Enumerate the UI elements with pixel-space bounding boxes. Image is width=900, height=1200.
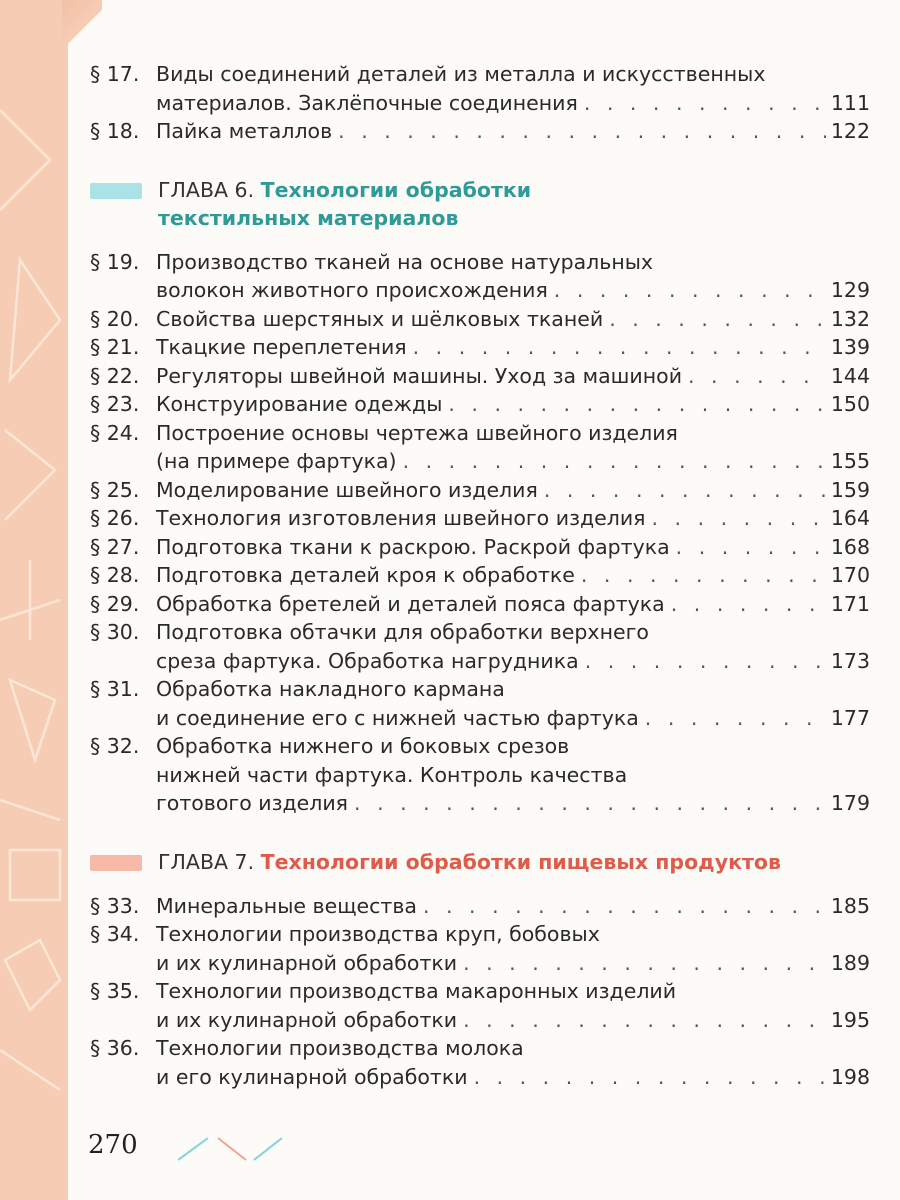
section-number: § 19. <box>90 249 140 274</box>
section-title-line <box>156 675 870 704</box>
section-title-line <box>156 419 870 448</box>
section-title <box>156 920 870 977</box>
section-title-line <box>156 618 870 647</box>
section-title-text: Обработка нижнего и боковых срезов <box>156 734 570 758</box>
section-number: § 21. <box>90 335 140 359</box>
toc-entry[interactable] <box>90 920 870 977</box>
section-title-line <box>156 333 870 362</box>
page-ref: 139 <box>830 335 870 359</box>
chapter-7-color-bar <box>90 855 142 871</box>
section-title <box>156 675 870 732</box>
section-number: § 27. <box>90 534 140 559</box>
section-number: § 25. <box>90 477 140 502</box>
section-title-text: и соединение его с нижней частью фартука <box>156 705 639 730</box>
section-number: § 28. <box>90 563 140 587</box>
section-title-line <box>156 892 870 921</box>
section-title <box>156 561 870 590</box>
section-title-line <box>156 590 870 619</box>
section-title-line <box>156 533 870 562</box>
page-ref: 179 <box>830 791 870 815</box>
section-title-line <box>156 1063 870 1092</box>
toc-entry[interactable] <box>90 333 870 362</box>
page-ref: 185 <box>830 893 870 918</box>
section-title <box>156 419 870 476</box>
page-ref: 132 <box>830 306 870 331</box>
section-title-line <box>156 704 870 733</box>
page-number: 270 <box>88 1130 138 1160</box>
section-number: § 30. <box>90 620 140 644</box>
section-title-text: готового изделия <box>156 791 349 815</box>
section-title-text: и их кулинарной обработки <box>156 1007 458 1032</box>
section-title <box>156 1034 870 1091</box>
section-number: § 35. <box>90 979 140 1003</box>
dot-leader <box>670 533 826 562</box>
section-title-text: Обработка бретелей и деталей пояса фартука <box>156 591 665 616</box>
section-title-text: Подготовка деталей кроя к обработке <box>156 563 575 587</box>
dot-leader <box>468 1063 826 1092</box>
dot-leader <box>646 504 826 533</box>
section-title <box>156 117 870 146</box>
page-ref: 189 <box>830 950 870 975</box>
section-title-line <box>156 476 870 505</box>
section-title-text: Подготовка ткани к раскрою. Раскрой фартука <box>156 534 670 559</box>
section-number: § 26. <box>90 506 140 530</box>
entries-chapter6 <box>90 248 870 818</box>
section-title <box>156 476 870 505</box>
dot-leader <box>603 305 826 334</box>
section-title-text: и их кулинарной обработки <box>156 950 458 975</box>
section-title <box>156 362 870 391</box>
section-number: § 18. <box>90 119 140 143</box>
page-ref: 171 <box>830 591 870 616</box>
toc-entry[interactable] <box>90 390 870 419</box>
dot-leader <box>442 390 826 419</box>
dot-leader <box>397 447 826 476</box>
section-title-line <box>156 920 870 949</box>
section-title-text: Ткацкие переплетения <box>156 335 407 359</box>
section-title-text: (на примере фартука) <box>156 449 397 473</box>
section-title-line <box>156 977 870 1006</box>
section-title-line <box>156 732 870 761</box>
section-title-line <box>156 1006 870 1035</box>
section-title-text: Технологии производства молока <box>156 1036 524 1060</box>
section-title-text: Виды соединений деталей из металла и искусственных <box>156 62 766 86</box>
section-title-line <box>156 248 870 277</box>
toc-entry[interactable] <box>90 618 870 675</box>
section-title <box>156 390 870 419</box>
section-title-line <box>156 949 870 978</box>
section-number: § 17. <box>90 62 140 86</box>
chapter-7-heading <box>90 848 870 876</box>
section-title-line <box>156 447 870 476</box>
toc-entry[interactable] <box>90 561 870 590</box>
section-title-text: Технология изготовления швейного изделия <box>156 506 646 530</box>
section-title-text: Пайка металлов <box>156 119 333 143</box>
dot-leader <box>407 333 826 362</box>
section-title-line <box>156 647 870 676</box>
chapter-7-label: ГЛАВА 7. <box>158 849 255 874</box>
section-number: § 22. <box>90 363 140 388</box>
section-title-text: материалов. Заклёпочные соединения <box>156 90 578 115</box>
page-ref: 122 <box>830 119 870 143</box>
section-number: § 31. <box>90 677 140 701</box>
section-title-line <box>156 362 870 391</box>
section-title-text: нижней части фартука. Контроль качества <box>156 762 628 787</box>
section-number: § 20. <box>90 306 140 331</box>
toc-entry[interactable] <box>90 476 870 505</box>
section-title-text: Технологии производства макаронных изделий <box>156 979 677 1003</box>
chapter-7-title: Технологии обработки пищевых продуктов <box>260 849 781 874</box>
section-title <box>156 305 870 334</box>
page-ref: 111 <box>830 90 870 115</box>
section-title <box>156 618 870 675</box>
page-ref: 170 <box>830 563 870 587</box>
geometric-pattern-icon <box>0 0 68 1200</box>
section-title-text: Обработка накладного кармана <box>156 677 505 701</box>
page-ref: 168 <box>830 534 870 559</box>
toc-entry[interactable] <box>90 590 870 619</box>
page-ref: 155 <box>830 449 870 473</box>
page-ref: 144 <box>830 363 870 388</box>
chapter-6-title-line2: текстильных материалов <box>158 205 459 230</box>
section-title-text: Минеральные вещества <box>156 893 417 918</box>
dot-leader <box>457 949 826 978</box>
entries-chapter7 <box>90 892 870 1092</box>
dot-leader <box>538 476 826 505</box>
toc-entry[interactable] <box>90 1034 870 1091</box>
page-ref: 195 <box>830 1007 870 1032</box>
page-ref: 159 <box>830 477 870 502</box>
toc-entry[interactable] <box>90 362 870 391</box>
section-title-text: Производство тканей на основе натуральных <box>156 249 654 274</box>
section-number: § 24. <box>90 420 140 445</box>
section-number: § 23. <box>90 392 140 416</box>
dot-leader <box>578 89 826 118</box>
slash-decoration-icon <box>178 1134 288 1164</box>
page-ref: 164 <box>830 506 870 530</box>
section-number: § 29. <box>90 591 140 616</box>
section-title <box>156 333 870 362</box>
toc-entry[interactable] <box>90 60 870 117</box>
section-title-text: среза фартука. Обработка нагрудника <box>156 648 579 673</box>
page-ref: 198 <box>830 1064 870 1089</box>
toc-entry[interactable] <box>90 419 870 476</box>
dot-leader <box>639 704 826 733</box>
dot-leader <box>457 1006 826 1035</box>
section-title <box>156 533 870 562</box>
section-title-line <box>156 789 870 818</box>
toc-entry[interactable] <box>90 117 870 146</box>
section-title-line <box>156 60 870 89</box>
chapter-6-title-line1: Технологии обработки <box>260 177 532 202</box>
toc-entry[interactable] <box>90 504 870 533</box>
section-title-line <box>156 561 870 590</box>
section-number: § 33. <box>90 893 140 918</box>
dot-leader <box>579 647 826 676</box>
dot-leader <box>665 590 826 619</box>
section-title-line <box>156 761 870 790</box>
section-title-text: Технологии производства круп, бобовых <box>156 922 600 946</box>
toc-entry[interactable] <box>90 977 870 1034</box>
dot-leader <box>332 117 826 146</box>
section-number: § 32. <box>90 734 140 758</box>
section-title-line <box>156 117 870 146</box>
section-title-line <box>156 305 870 334</box>
section-title <box>156 60 870 117</box>
decorative-margin-strip <box>0 0 68 1200</box>
section-title-line <box>156 276 870 305</box>
toc-entry[interactable] <box>90 305 870 334</box>
table-of-contents <box>90 60 870 1091</box>
section-title-text: Построение основы чертежа швейного изделия <box>156 420 678 445</box>
section-title <box>156 248 870 305</box>
section-title-text: Моделирование швейного изделия <box>156 477 538 502</box>
section-title-text: Подготовка обтачки для обработки верхнего <box>156 620 649 644</box>
toc-entry[interactable] <box>90 732 870 818</box>
section-title <box>156 590 870 619</box>
section-number: § 34. <box>90 922 140 946</box>
page-ref: 173 <box>830 648 870 673</box>
page-ref: 150 <box>830 392 870 416</box>
page-corner-decoration <box>62 0 102 60</box>
section-title-line <box>156 390 870 419</box>
chapter-6-label: ГЛАВА 6. <box>158 177 255 202</box>
toc-entry[interactable] <box>90 248 870 305</box>
section-title-line <box>156 1034 870 1063</box>
section-title <box>156 892 870 921</box>
section-number: § 36. <box>90 1036 140 1060</box>
section-title-text: Свойства шерстяных и шёлковых тканей <box>156 306 604 331</box>
page-ref: 129 <box>830 278 870 302</box>
section-title-text: Конструирование одежды <box>156 392 443 416</box>
section-title-line <box>156 89 870 118</box>
page-ref: 177 <box>830 705 870 730</box>
chapter-6-heading <box>90 176 870 232</box>
section-title <box>156 977 870 1034</box>
section-title <box>156 732 870 818</box>
section-title <box>156 504 870 533</box>
section-title-text: и его кулинарной обработки <box>156 1064 468 1089</box>
dot-leader <box>575 561 826 590</box>
section-title-text: Регуляторы швейной машины. Уход за машиной <box>156 363 683 388</box>
toc-entry[interactable] <box>90 675 870 732</box>
dot-leader <box>417 892 826 921</box>
dot-leader <box>348 789 826 818</box>
section-title-text: волокон животного происхождения <box>156 278 548 302</box>
toc-entry[interactable] <box>90 533 870 562</box>
dot-leader <box>682 362 826 391</box>
toc-entry[interactable] <box>90 892 870 921</box>
chapter-6-color-bar <box>90 183 142 199</box>
dot-leader <box>548 276 826 305</box>
section-title-line <box>156 504 870 533</box>
entries-chapter5-continued <box>90 60 870 146</box>
